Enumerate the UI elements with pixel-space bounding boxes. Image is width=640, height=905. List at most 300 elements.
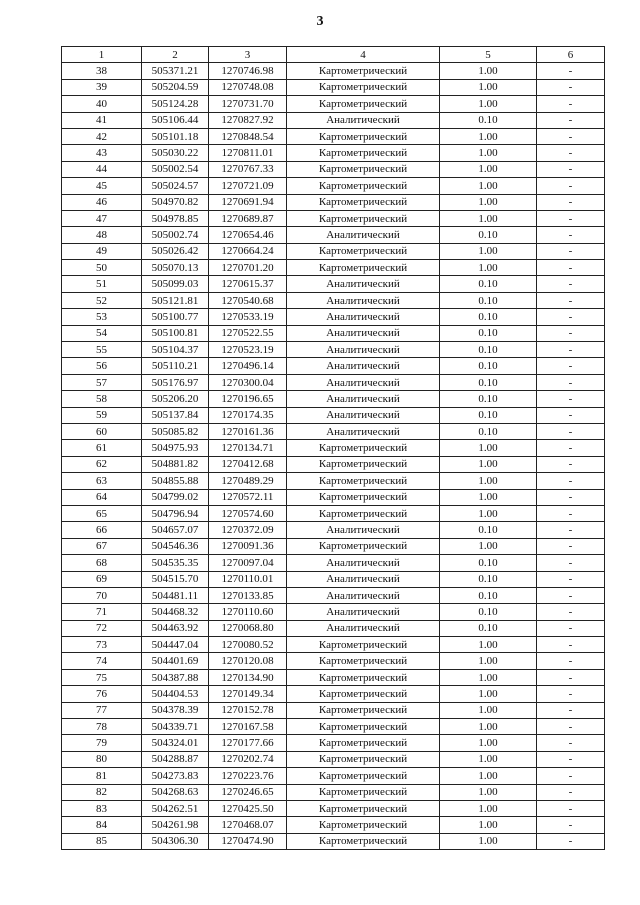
x-coordinate-cell: 505070.13 xyxy=(142,260,209,276)
table-row xyxy=(62,686,605,702)
y-coordinate-cell: 1270767.33 xyxy=(209,161,287,177)
point-number-cell: 41 xyxy=(62,112,142,128)
point-number-cell: 57 xyxy=(62,374,142,390)
point-number-cell: 84 xyxy=(62,817,142,833)
method-cell: Аналитический xyxy=(287,604,440,620)
accuracy-cell: 0.10 xyxy=(440,276,537,292)
x-coordinate-cell: 504262.51 xyxy=(142,800,209,816)
point-number-cell: 42 xyxy=(62,128,142,144)
note-cell: - xyxy=(537,456,605,472)
table-row xyxy=(62,817,605,833)
y-coordinate-cell: 1270654.46 xyxy=(209,227,287,243)
note-cell: - xyxy=(537,358,605,374)
x-coordinate-cell: 504855.88 xyxy=(142,473,209,489)
note-cell: - xyxy=(537,423,605,439)
accuracy-cell: 1.00 xyxy=(440,653,537,669)
note-cell: - xyxy=(537,587,605,603)
method-cell: Картометрический xyxy=(287,456,440,472)
y-coordinate-cell: 1270746.98 xyxy=(209,63,287,79)
accuracy-cell: 1.00 xyxy=(440,637,537,653)
point-number-cell: 45 xyxy=(62,178,142,194)
table-row xyxy=(62,800,605,816)
note-cell: - xyxy=(537,522,605,538)
table-row xyxy=(62,555,605,571)
method-cell: Аналитический xyxy=(287,407,440,423)
table-row xyxy=(62,702,605,718)
note-cell: - xyxy=(537,145,605,161)
point-number-cell: 77 xyxy=(62,702,142,718)
note-cell: - xyxy=(537,538,605,554)
accuracy-cell: 1.00 xyxy=(440,751,537,767)
note-cell: - xyxy=(537,325,605,341)
y-coordinate-cell: 1270300.04 xyxy=(209,374,287,390)
y-coordinate-cell: 1270691.94 xyxy=(209,194,287,210)
accuracy-cell: 0.10 xyxy=(440,407,537,423)
point-number-cell: 59 xyxy=(62,407,142,423)
column-header: 6 xyxy=(537,47,605,63)
method-cell: Картометрический xyxy=(287,751,440,767)
accuracy-cell: 1.00 xyxy=(440,440,537,456)
method-cell: Аналитический xyxy=(287,555,440,571)
table-row xyxy=(62,210,605,226)
method-cell: Картометрический xyxy=(287,243,440,259)
y-coordinate-cell: 1270177.66 xyxy=(209,735,287,751)
accuracy-cell: 0.10 xyxy=(440,342,537,358)
table-row xyxy=(62,784,605,800)
point-number-cell: 67 xyxy=(62,538,142,554)
y-coordinate-cell: 1270133.85 xyxy=(209,587,287,603)
accuracy-cell: 0.10 xyxy=(440,358,537,374)
note-cell: - xyxy=(537,128,605,144)
note-cell: - xyxy=(537,719,605,735)
y-coordinate-cell: 1270848.54 xyxy=(209,128,287,144)
method-cell: Картометрический xyxy=(287,161,440,177)
point-number-cell: 38 xyxy=(62,63,142,79)
accuracy-cell: 1.00 xyxy=(440,161,537,177)
table-row xyxy=(62,178,605,194)
accuracy-cell: 1.00 xyxy=(440,79,537,95)
method-cell: Картометрический xyxy=(287,817,440,833)
table-row xyxy=(62,243,605,259)
y-coordinate-cell: 1270615.37 xyxy=(209,276,287,292)
method-cell: Картометрический xyxy=(287,653,440,669)
y-coordinate-cell: 1270664.24 xyxy=(209,243,287,259)
x-coordinate-cell: 504796.94 xyxy=(142,505,209,521)
table-row xyxy=(62,342,605,358)
method-cell: Картометрический xyxy=(287,210,440,226)
x-coordinate-cell: 505030.22 xyxy=(142,145,209,161)
note-cell: - xyxy=(537,63,605,79)
y-coordinate-cell: 1270540.68 xyxy=(209,292,287,308)
y-coordinate-cell: 1270522.55 xyxy=(209,325,287,341)
method-cell: Картометрический xyxy=(287,768,440,784)
method-cell: Картометрический xyxy=(287,473,440,489)
point-number-cell: 80 xyxy=(62,751,142,767)
accuracy-cell: 1.00 xyxy=(440,96,537,112)
note-cell: - xyxy=(537,489,605,505)
accuracy-cell: 1.00 xyxy=(440,489,537,505)
y-coordinate-cell: 1270068.80 xyxy=(209,620,287,636)
point-number-cell: 51 xyxy=(62,276,142,292)
accuracy-cell: 1.00 xyxy=(440,669,537,685)
x-coordinate-cell: 505002.74 xyxy=(142,227,209,243)
x-coordinate-cell: 504975.93 xyxy=(142,440,209,456)
note-cell: - xyxy=(537,243,605,259)
accuracy-cell: 0.10 xyxy=(440,309,537,325)
x-coordinate-cell: 504978.85 xyxy=(142,210,209,226)
y-coordinate-cell: 1270110.60 xyxy=(209,604,287,620)
point-number-cell: 52 xyxy=(62,292,142,308)
point-number-cell: 79 xyxy=(62,735,142,751)
table-row xyxy=(62,227,605,243)
method-cell: Аналитический xyxy=(287,358,440,374)
y-coordinate-cell: 1270468.07 xyxy=(209,817,287,833)
method-cell: Картометрический xyxy=(287,637,440,653)
column-header: 2 xyxy=(142,47,209,63)
table-body xyxy=(62,63,605,850)
method-cell: Аналитический xyxy=(287,325,440,341)
accuracy-cell: 1.00 xyxy=(440,784,537,800)
note-cell: - xyxy=(537,440,605,456)
point-number-cell: 43 xyxy=(62,145,142,161)
point-number-cell: 71 xyxy=(62,604,142,620)
point-number-cell: 40 xyxy=(62,96,142,112)
x-coordinate-cell: 504515.70 xyxy=(142,571,209,587)
y-coordinate-cell: 1270523.19 xyxy=(209,342,287,358)
accuracy-cell: 1.00 xyxy=(440,719,537,735)
accuracy-cell: 1.00 xyxy=(440,456,537,472)
point-number-cell: 39 xyxy=(62,79,142,95)
point-number-cell: 72 xyxy=(62,620,142,636)
table-row xyxy=(62,309,605,325)
table-row xyxy=(62,374,605,390)
point-number-cell: 46 xyxy=(62,194,142,210)
note-cell: - xyxy=(537,817,605,833)
y-coordinate-cell: 1270167.58 xyxy=(209,719,287,735)
x-coordinate-cell: 504268.63 xyxy=(142,784,209,800)
x-coordinate-cell: 505104.37 xyxy=(142,342,209,358)
y-coordinate-cell: 1270827.92 xyxy=(209,112,287,128)
note-cell: - xyxy=(537,800,605,816)
method-cell: Аналитический xyxy=(287,227,440,243)
note-cell: - xyxy=(537,669,605,685)
y-coordinate-cell: 1270246.65 xyxy=(209,784,287,800)
method-cell: Картометрический xyxy=(287,79,440,95)
table-row xyxy=(62,128,605,144)
table-row xyxy=(62,440,605,456)
y-coordinate-cell: 1270474.90 xyxy=(209,833,287,849)
table-row xyxy=(62,473,605,489)
x-coordinate-cell: 505204.59 xyxy=(142,79,209,95)
table-row xyxy=(62,161,605,177)
method-cell: Аналитический xyxy=(287,620,440,636)
y-coordinate-cell: 1270152.78 xyxy=(209,702,287,718)
point-number-cell: 85 xyxy=(62,833,142,849)
accuracy-cell: 1.00 xyxy=(440,145,537,161)
y-coordinate-cell: 1270080.52 xyxy=(209,637,287,653)
y-coordinate-cell: 1270223.76 xyxy=(209,768,287,784)
x-coordinate-cell: 505206.20 xyxy=(142,391,209,407)
x-coordinate-cell: 505100.77 xyxy=(142,309,209,325)
x-coordinate-cell: 505101.18 xyxy=(142,128,209,144)
accuracy-cell: 0.10 xyxy=(440,227,537,243)
note-cell: - xyxy=(537,702,605,718)
table-row xyxy=(62,63,605,79)
table-row xyxy=(62,489,605,505)
note-cell: - xyxy=(537,210,605,226)
method-cell: Картометрический xyxy=(287,538,440,554)
method-cell: Аналитический xyxy=(287,309,440,325)
table-row xyxy=(62,751,605,767)
accuracy-cell: 0.10 xyxy=(440,587,537,603)
x-coordinate-cell: 504970.82 xyxy=(142,194,209,210)
note-cell: - xyxy=(537,194,605,210)
x-coordinate-cell: 504463.92 xyxy=(142,620,209,636)
y-coordinate-cell: 1270196.65 xyxy=(209,391,287,407)
note-cell: - xyxy=(537,260,605,276)
y-coordinate-cell: 1270372.09 xyxy=(209,522,287,538)
note-cell: - xyxy=(537,784,605,800)
method-cell: Аналитический xyxy=(287,423,440,439)
point-number-cell: 82 xyxy=(62,784,142,800)
accuracy-cell: 1.00 xyxy=(440,833,537,849)
column-header: 5 xyxy=(440,47,537,63)
note-cell: - xyxy=(537,473,605,489)
x-coordinate-cell: 504468.32 xyxy=(142,604,209,620)
y-coordinate-cell: 1270134.90 xyxy=(209,669,287,685)
x-coordinate-cell: 504273.83 xyxy=(142,768,209,784)
method-cell: Картометрический xyxy=(287,702,440,718)
y-coordinate-cell: 1270496.14 xyxy=(209,358,287,374)
table-row xyxy=(62,653,605,669)
method-cell: Аналитический xyxy=(287,112,440,128)
method-cell: Картометрический xyxy=(287,800,440,816)
accuracy-cell: 0.10 xyxy=(440,374,537,390)
table-row xyxy=(62,833,605,849)
method-cell: Картометрический xyxy=(287,505,440,521)
point-number-cell: 61 xyxy=(62,440,142,456)
method-cell: Аналитический xyxy=(287,276,440,292)
x-coordinate-cell: 505137.84 xyxy=(142,407,209,423)
accuracy-cell: 1.00 xyxy=(440,210,537,226)
x-coordinate-cell: 505176.97 xyxy=(142,374,209,390)
y-coordinate-cell: 1270748.08 xyxy=(209,79,287,95)
accuracy-cell: 1.00 xyxy=(440,194,537,210)
note-cell: - xyxy=(537,161,605,177)
table-row xyxy=(62,145,605,161)
point-number-cell: 76 xyxy=(62,686,142,702)
y-coordinate-cell: 1270489.29 xyxy=(209,473,287,489)
table-row xyxy=(62,669,605,685)
point-number-cell: 75 xyxy=(62,669,142,685)
note-cell: - xyxy=(537,79,605,95)
note-cell: - xyxy=(537,342,605,358)
method-cell: Картометрический xyxy=(287,735,440,751)
table-row xyxy=(62,79,605,95)
note-cell: - xyxy=(537,686,605,702)
x-coordinate-cell: 504535.35 xyxy=(142,555,209,571)
method-cell: Картометрический xyxy=(287,260,440,276)
x-coordinate-cell: 505024.57 xyxy=(142,178,209,194)
y-coordinate-cell: 1270202.74 xyxy=(209,751,287,767)
accuracy-cell: 1.00 xyxy=(440,735,537,751)
x-coordinate-cell: 505371.21 xyxy=(142,63,209,79)
accuracy-cell: 0.10 xyxy=(440,555,537,571)
note-cell: - xyxy=(537,391,605,407)
y-coordinate-cell: 1270097.04 xyxy=(209,555,287,571)
accuracy-cell: 1.00 xyxy=(440,473,537,489)
x-coordinate-cell: 504799.02 xyxy=(142,489,209,505)
method-cell: Картометрический xyxy=(287,489,440,505)
y-coordinate-cell: 1270574.60 xyxy=(209,505,287,521)
table-row xyxy=(62,456,605,472)
accuracy-cell: 1.00 xyxy=(440,243,537,259)
note-cell: - xyxy=(537,555,605,571)
accuracy-cell: 0.10 xyxy=(440,604,537,620)
method-cell: Картометрический xyxy=(287,833,440,849)
point-number-cell: 83 xyxy=(62,800,142,816)
accuracy-cell: 0.10 xyxy=(440,620,537,636)
note-cell: - xyxy=(537,276,605,292)
x-coordinate-cell: 504401.69 xyxy=(142,653,209,669)
page-number: 3 xyxy=(316,14,324,29)
note-cell: - xyxy=(537,768,605,784)
accuracy-cell: 1.00 xyxy=(440,505,537,521)
method-cell: Картометрический xyxy=(287,178,440,194)
method-cell: Картометрический xyxy=(287,194,440,210)
accuracy-cell: 0.10 xyxy=(440,292,537,308)
x-coordinate-cell: 504387.88 xyxy=(142,669,209,685)
point-number-cell: 60 xyxy=(62,423,142,439)
note-cell: - xyxy=(537,751,605,767)
y-coordinate-cell: 1270721.09 xyxy=(209,178,287,194)
method-cell: Аналитический xyxy=(287,342,440,358)
accuracy-cell: 1.00 xyxy=(440,260,537,276)
x-coordinate-cell: 504324.01 xyxy=(142,735,209,751)
point-number-cell: 66 xyxy=(62,522,142,538)
point-number-cell: 53 xyxy=(62,309,142,325)
method-cell: Аналитический xyxy=(287,292,440,308)
table-row xyxy=(62,620,605,636)
table-row xyxy=(62,604,605,620)
point-number-cell: 56 xyxy=(62,358,142,374)
accuracy-cell: 0.10 xyxy=(440,571,537,587)
table-row xyxy=(62,735,605,751)
point-number-cell: 54 xyxy=(62,325,142,341)
x-coordinate-cell: 505110.21 xyxy=(142,358,209,374)
x-coordinate-cell: 504261.98 xyxy=(142,817,209,833)
column-header: 3 xyxy=(209,47,287,63)
point-number-cell: 63 xyxy=(62,473,142,489)
y-coordinate-cell: 1270120.08 xyxy=(209,653,287,669)
table-row xyxy=(62,260,605,276)
y-coordinate-cell: 1270731.70 xyxy=(209,96,287,112)
point-number-cell: 70 xyxy=(62,587,142,603)
point-number-cell: 58 xyxy=(62,391,142,407)
x-coordinate-cell: 504481.11 xyxy=(142,587,209,603)
note-cell: - xyxy=(537,407,605,423)
table-row xyxy=(62,194,605,210)
point-number-cell: 73 xyxy=(62,637,142,653)
x-coordinate-cell: 504546.36 xyxy=(142,538,209,554)
method-cell: Картометрический xyxy=(287,686,440,702)
method-cell: Картометрический xyxy=(287,784,440,800)
x-coordinate-cell: 505106.44 xyxy=(142,112,209,128)
point-number-cell: 64 xyxy=(62,489,142,505)
table-row xyxy=(62,768,605,784)
point-number-cell: 69 xyxy=(62,571,142,587)
x-coordinate-cell: 504288.87 xyxy=(142,751,209,767)
table-row xyxy=(62,276,605,292)
accuracy-cell: 1.00 xyxy=(440,178,537,194)
note-cell: - xyxy=(537,309,605,325)
point-number-cell: 48 xyxy=(62,227,142,243)
y-coordinate-cell: 1270689.87 xyxy=(209,210,287,226)
y-coordinate-cell: 1270161.36 xyxy=(209,423,287,439)
method-cell: Картометрический xyxy=(287,440,440,456)
method-cell: Аналитический xyxy=(287,571,440,587)
y-coordinate-cell: 1270412.68 xyxy=(209,456,287,472)
x-coordinate-cell: 504378.39 xyxy=(142,702,209,718)
column-header: 4 xyxy=(287,47,440,63)
note-cell: - xyxy=(537,505,605,521)
y-coordinate-cell: 1270425.50 xyxy=(209,800,287,816)
x-coordinate-cell: 504404.53 xyxy=(142,686,209,702)
table-row xyxy=(62,423,605,439)
note-cell: - xyxy=(537,620,605,636)
method-cell: Картометрический xyxy=(287,63,440,79)
point-number-cell: 49 xyxy=(62,243,142,259)
note-cell: - xyxy=(537,833,605,849)
method-cell: Аналитический xyxy=(287,374,440,390)
y-coordinate-cell: 1270091.36 xyxy=(209,538,287,554)
note-cell: - xyxy=(537,227,605,243)
table-row xyxy=(62,96,605,112)
table-row xyxy=(62,292,605,308)
x-coordinate-cell: 504339.71 xyxy=(142,719,209,735)
coordinates-table xyxy=(61,46,605,850)
table-row xyxy=(62,538,605,554)
x-coordinate-cell: 505026.42 xyxy=(142,243,209,259)
point-number-cell: 50 xyxy=(62,260,142,276)
point-number-cell: 47 xyxy=(62,210,142,226)
x-coordinate-cell: 504306.30 xyxy=(142,833,209,849)
table-row xyxy=(62,325,605,341)
method-cell: Картометрический xyxy=(287,128,440,144)
note-cell: - xyxy=(537,374,605,390)
note-cell: - xyxy=(537,735,605,751)
accuracy-cell: 1.00 xyxy=(440,800,537,816)
note-cell: - xyxy=(537,571,605,587)
method-cell: Аналитический xyxy=(287,587,440,603)
y-coordinate-cell: 1270134.71 xyxy=(209,440,287,456)
table-row xyxy=(62,719,605,735)
point-number-cell: 62 xyxy=(62,456,142,472)
note-cell: - xyxy=(537,653,605,669)
table-row xyxy=(62,637,605,653)
x-coordinate-cell: 505121.81 xyxy=(142,292,209,308)
note-cell: - xyxy=(537,112,605,128)
table-header-row xyxy=(62,47,605,63)
accuracy-cell: 0.10 xyxy=(440,391,537,407)
x-coordinate-cell: 505085.82 xyxy=(142,423,209,439)
accuracy-cell: 0.10 xyxy=(440,112,537,128)
accuracy-cell: 1.00 xyxy=(440,538,537,554)
y-coordinate-cell: 1270149.34 xyxy=(209,686,287,702)
accuracy-cell: 0.10 xyxy=(440,325,537,341)
x-coordinate-cell: 505099.03 xyxy=(142,276,209,292)
accuracy-cell: 0.10 xyxy=(440,423,537,439)
